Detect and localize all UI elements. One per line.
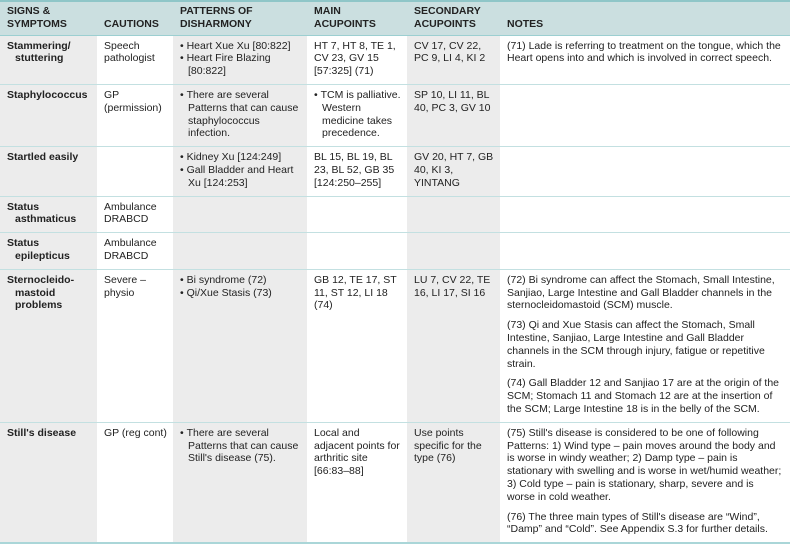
note-paragraph: (74) Gall Bladder 12 and Sanjiao 17 are at the origin of the SCM; Stomach 11 and Stomach 12 are at the insertion of the SCM; Large Intestine 18 is in the belly of the SCM. xyxy=(507,377,780,415)
cautions-text: Ambulance DRABCD xyxy=(104,200,157,226)
cell-secondary-acupoints xyxy=(407,147,500,196)
signs-symptoms-text: Staphylococcus xyxy=(7,88,88,101)
column-header-cautions: CAUTIONS xyxy=(97,1,173,35)
cell-patterns-of-disharmony xyxy=(173,269,307,422)
cell-signs-symptoms xyxy=(0,422,97,543)
cell-cautions xyxy=(97,35,173,84)
table-row xyxy=(0,233,790,270)
main-acupoints-text: BL 15, BL 19, BL 23, BL 52, GB 35 [124:250–255] xyxy=(314,151,395,189)
cautions-text: GP (permission) xyxy=(104,88,162,114)
cell-secondary-acupoints xyxy=(407,233,500,270)
cell-notes xyxy=(500,269,790,422)
signs-symptoms-text: Still's disease xyxy=(7,426,77,439)
signs-symptoms-text: Status asthmaticus xyxy=(7,200,77,226)
cell-notes xyxy=(500,84,790,146)
cell-cautions xyxy=(97,196,173,233)
note-paragraph: (71) Lade is referring to treatment on the tongue, which the Heart opens into and which is involved in correct speech. xyxy=(507,39,781,65)
cell-signs-symptoms xyxy=(0,233,97,270)
cell-notes xyxy=(500,35,790,84)
cell-signs-symptoms xyxy=(0,84,97,146)
table-row xyxy=(0,269,790,422)
cell-signs-symptoms xyxy=(0,147,97,196)
column-header-patterns-of-disharmony: PATTERNS OF DISHARMONY xyxy=(173,1,307,35)
cell-cautions xyxy=(97,269,173,422)
note-paragraph: (73) Qi and Xue Stasis can affect the Stomach, Small Intestine, Sanjiao, Large Intestine and Gall Bladder channels in the SCM through injury, fatigue or repetitive strain. xyxy=(507,319,765,370)
cautions-text: Ambulance DRABCD xyxy=(104,237,157,262)
table-row xyxy=(0,147,790,196)
note-paragraph: (75) Still's disease is considered to be one of following Patterns: 1) Wind type – pain moves around the body and is worse in windy weather; 2) Damp type – pain is stationary with swelling and is worse in wet/humid weather; 3) Cold type – pain is stationary, sharp, severe and is worse in cold weather. xyxy=(507,426,782,503)
column-header-signs-symptoms: SIGNS & SYMPTOMS xyxy=(0,1,97,35)
cell-signs-symptoms xyxy=(0,35,97,84)
note-paragraph: (76) The three main types of Still's disease are “Wind”, “Damp” and “Cold”. See Appendix S.3 for further details. xyxy=(507,510,768,536)
cell-notes xyxy=(500,196,790,233)
signs-symptoms-text: Status epilepticus xyxy=(7,237,70,262)
cell-patterns-of-disharmony xyxy=(173,84,307,146)
cell-cautions xyxy=(97,84,173,146)
note-paragraph: (72) Bi syndrome can affect the Stomach, Small Intestine, Sanjiao, Large Intestine and Gall Bladder channels in the sternocleidomastoid (SCM) muscle. xyxy=(507,273,775,312)
cell-cautions xyxy=(97,422,173,543)
table-header-row xyxy=(0,1,790,35)
table-row xyxy=(0,35,790,84)
pattern-bullet-item: • Kidney Xu [124:249] xyxy=(180,151,301,164)
table-row xyxy=(0,196,790,233)
pattern-bullet-item: • There are several Patterns that can cause staphylococcus infection. xyxy=(180,89,301,140)
cell-notes xyxy=(500,233,790,270)
cell-signs-symptoms xyxy=(0,196,97,233)
cell-main-acupoints xyxy=(307,196,407,233)
cell-patterns-of-disharmony xyxy=(173,35,307,84)
table-body xyxy=(0,35,790,543)
cell-cautions xyxy=(97,147,173,196)
cell-notes xyxy=(500,422,790,543)
secondary-acupoints-text: Use points specific for the type (76) xyxy=(414,426,482,465)
cell-secondary-acupoints xyxy=(407,269,500,422)
cell-secondary-acupoints xyxy=(407,422,500,543)
cell-cautions xyxy=(97,233,173,270)
cell-patterns-of-disharmony xyxy=(173,147,307,196)
cell-patterns-of-disharmony xyxy=(173,196,307,233)
cell-main-acupoints xyxy=(307,422,407,543)
main-acupoints-text: HT 7, HT 8, TE 1, CV 23, GV 15 [57:325] (71) xyxy=(314,39,396,78)
main-acupoints-text: Local and adjacent points for arthritic site [66:83–88] xyxy=(314,426,400,478)
pattern-bullet-item: • Bi syndrome (72) xyxy=(180,274,301,287)
cell-main-acupoints xyxy=(307,35,407,84)
column-header-secondary-acupoints: SECONDARY ACUPOINTS xyxy=(407,1,500,35)
cell-main-acupoints xyxy=(307,233,407,270)
table-row xyxy=(0,422,790,543)
cautions-text: Severe – physio xyxy=(104,273,147,299)
cell-notes xyxy=(500,147,790,196)
cautions-text: Speech pathologist xyxy=(104,39,155,65)
main-acupoints-text: GB 12, TE 17, ST 11, ST 12, LI 18 (74) xyxy=(314,273,397,312)
cell-secondary-acupoints xyxy=(407,35,500,84)
pattern-bullet-item: • Gall Bladder and Heart Xu [124:253] xyxy=(180,164,301,190)
cell-main-acupoints xyxy=(307,84,407,146)
cell-patterns-of-disharmony xyxy=(173,233,307,270)
pattern-bullet-item: • Qi/Xue Stasis (73) xyxy=(180,287,301,300)
cell-signs-symptoms xyxy=(0,269,97,422)
signs-symptoms-text: Sternocleido-mastoid problems xyxy=(7,273,75,312)
cell-patterns-of-disharmony xyxy=(173,422,307,543)
column-header-main-acupoints: MAIN ACUPOINTS xyxy=(307,1,407,35)
secondary-acupoints-text: CV 17, CV 22, PC 9, LI 4, KI 2 xyxy=(414,39,486,65)
cautions-text: GP (reg cont) xyxy=(104,426,167,439)
secondary-acupoints-text: SP 10, LI 11, BL 40, PC 3, GV 10 xyxy=(414,88,491,114)
cell-main-acupoints xyxy=(307,147,407,196)
table-row xyxy=(0,84,790,146)
signs-symptoms-text: Stammering/​stuttering xyxy=(7,39,71,65)
cell-secondary-acupoints xyxy=(407,196,500,233)
pattern-bullet-item: • Heart Xue Xu [80:822] xyxy=(180,40,301,53)
signs-symptoms-text: Startled easily xyxy=(7,151,79,164)
secondary-acupoints-text: GV 20, HT 7, GB 40, KI 3, YINTANG xyxy=(414,151,494,189)
cell-main-acupoints xyxy=(307,269,407,422)
column-header-notes: NOTES xyxy=(500,1,790,35)
secondary-acupoints-text: LU 7, CV 22, TE 16, LI 17, SI 16 xyxy=(414,273,491,299)
pattern-bullet-item: • There are several Patterns that can cause Still's disease (75). xyxy=(180,427,301,465)
main-acupoints-text: • TCM is palliative. Western medicine takes precedence. xyxy=(314,89,401,140)
cell-secondary-acupoints xyxy=(407,84,500,146)
pattern-bullet-item: • Heart Fire Blazing [80:822] xyxy=(180,52,301,78)
